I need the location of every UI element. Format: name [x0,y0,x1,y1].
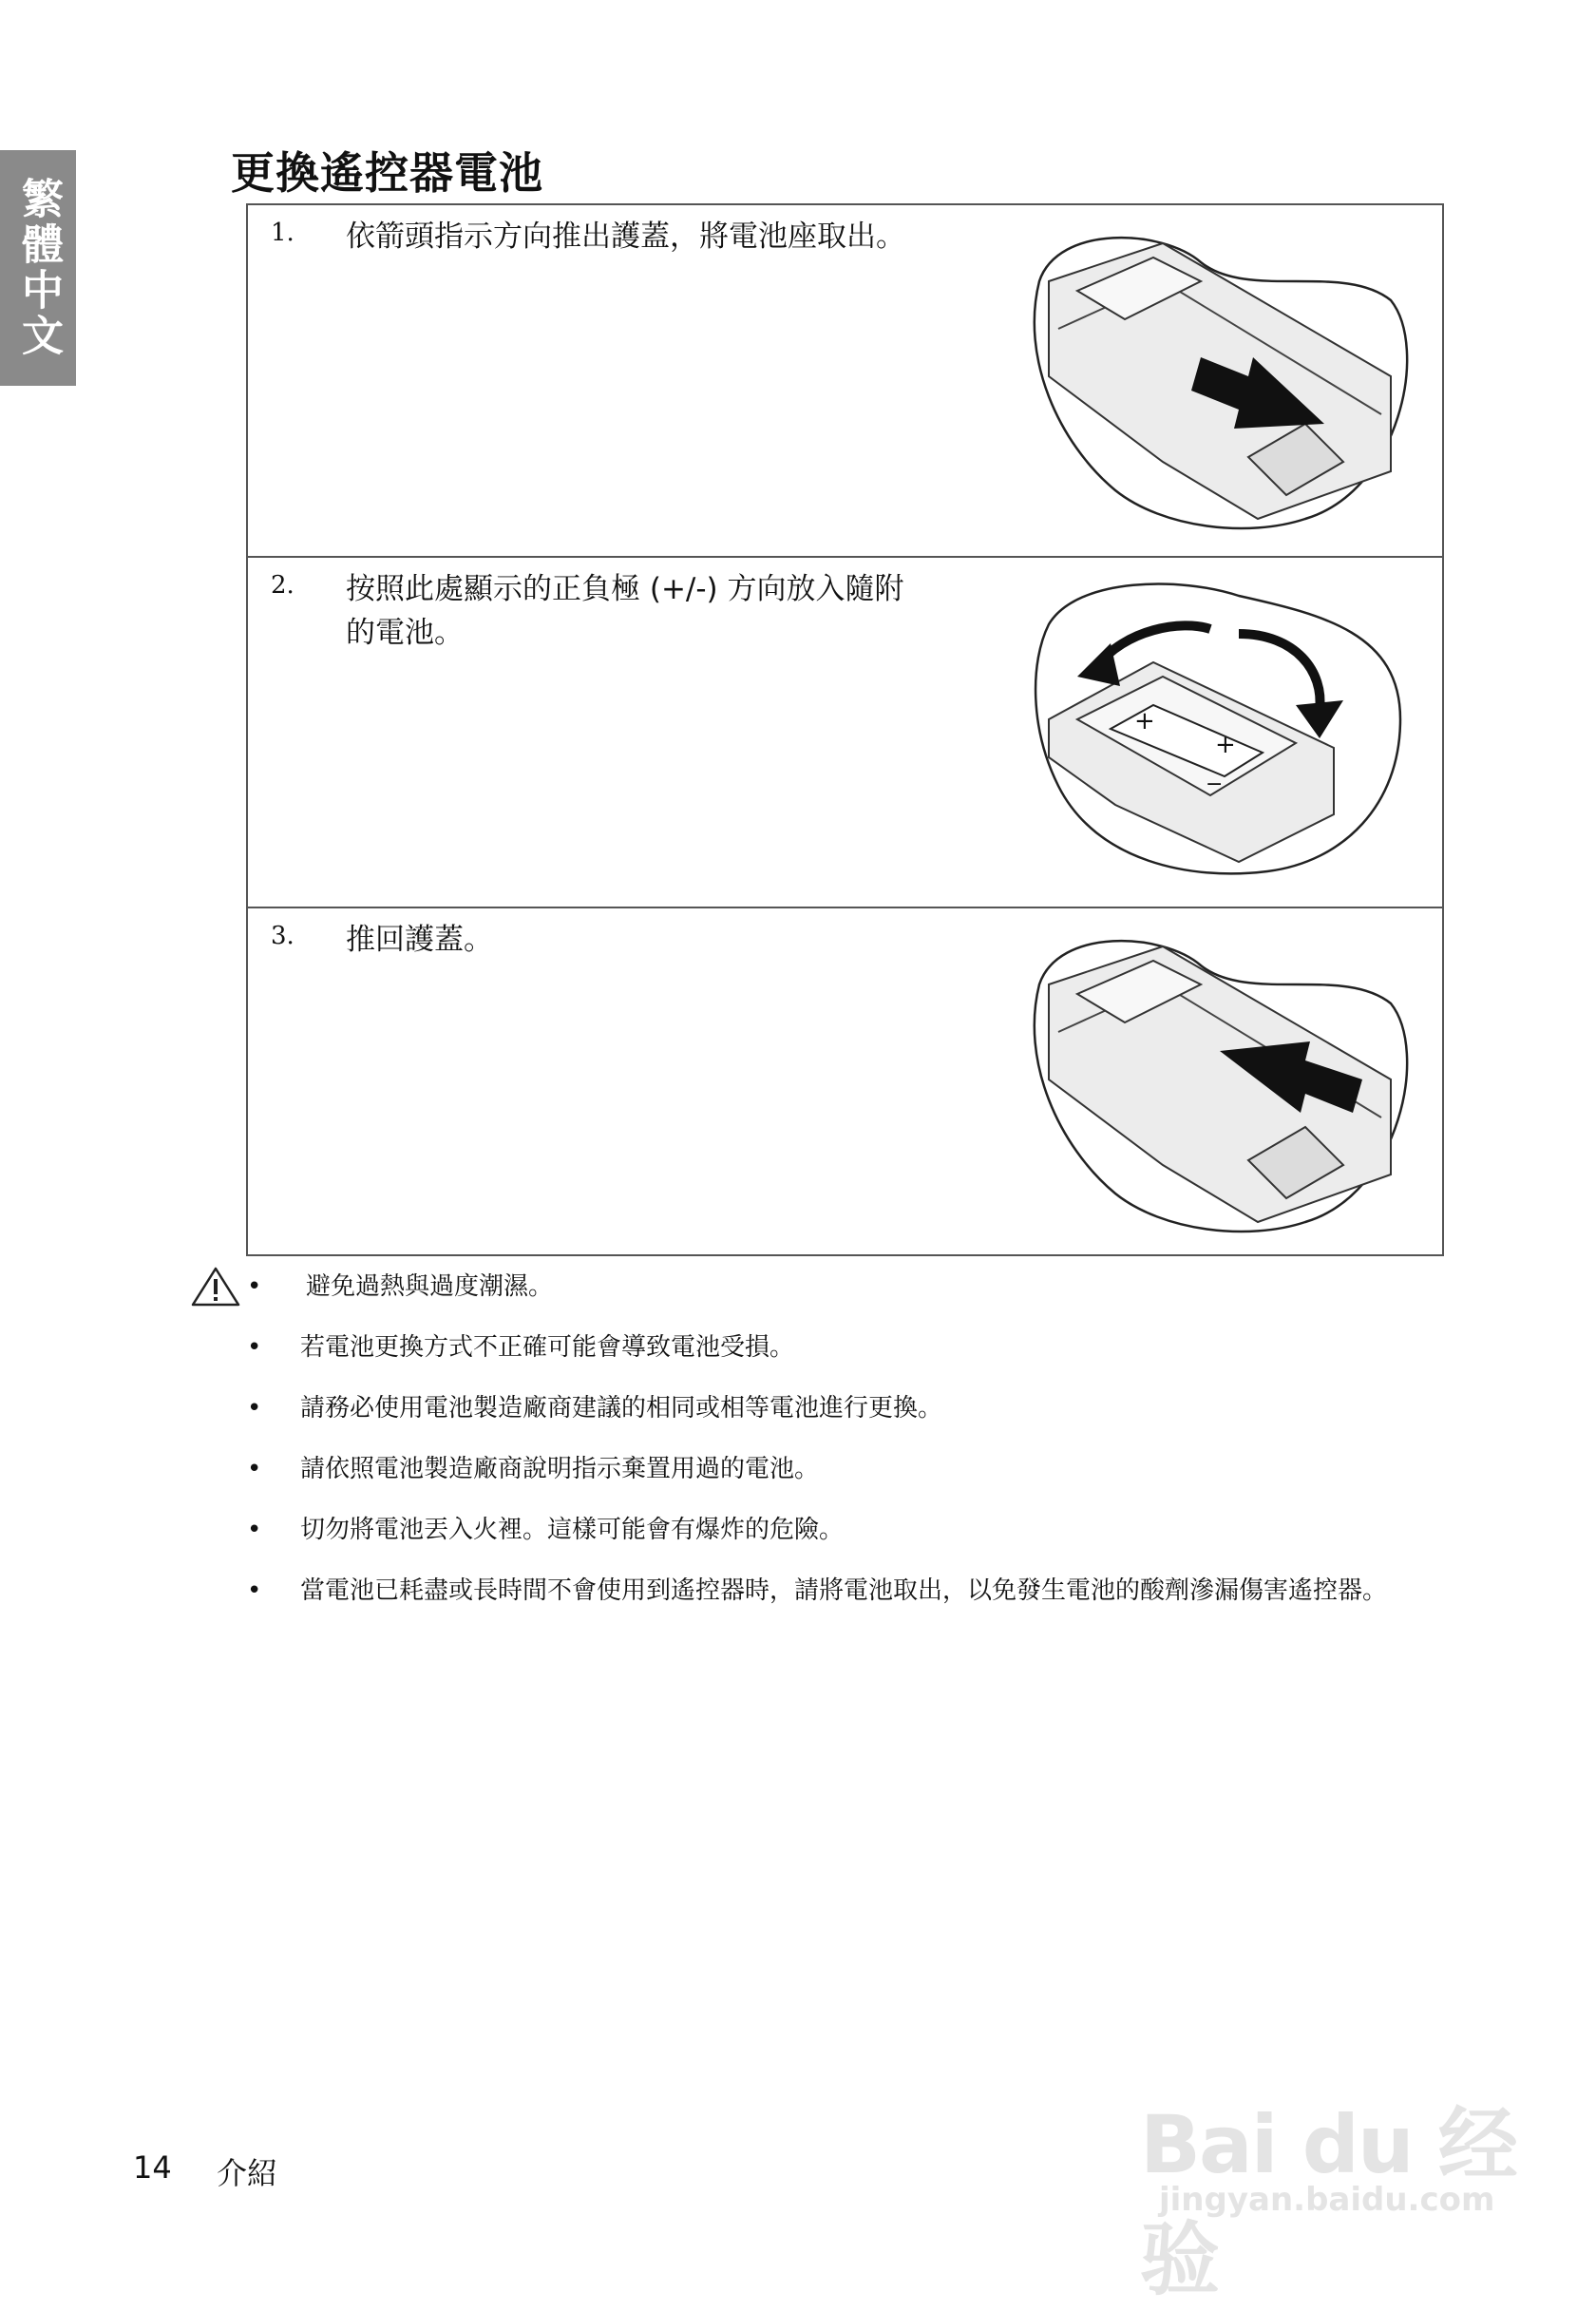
watermark-sub: jingyan.baidu.com [1159,2181,1495,2219]
remote-open-cover-illustration [1020,224,1410,547]
step-number: 3. [271,922,294,950]
step-text: 按照此處顯示的正負極 (+/-) 方向放入隨附的電池。 [346,572,904,650]
watermark-main: Bai du 经验 [1140,2098,1516,2306]
svg-text:+: + [1215,731,1236,759]
step-row [248,907,1442,1257]
baidu-watermark [1140,2034,1520,2306]
remote-insert-batteries-illustration [1020,577,1410,900]
warning-triangle-icon [190,1266,241,1308]
step-number: 2. [271,571,294,600]
step-row [248,205,1442,556]
svg-text:−: − [1206,773,1224,796]
language-tab [0,150,76,386]
svg-text:+: + [1134,707,1155,735]
language-label: 繁體中文 [14,177,63,359]
step-text: 依箭頭指示方向推出護蓋，將電池座取出。 [346,220,905,254]
remote-close-cover-illustration [1020,927,1410,1251]
footer-section-label: 介紹 [217,2155,278,2191]
page-number: 14 [133,2149,172,2186]
step-number: 1. [271,219,294,247]
steps-table [246,203,1444,1256]
page-title: 更換遙控器電池 [231,147,543,199]
step-row [248,556,1442,907]
step-text: 推回護蓋。 [346,923,493,957]
